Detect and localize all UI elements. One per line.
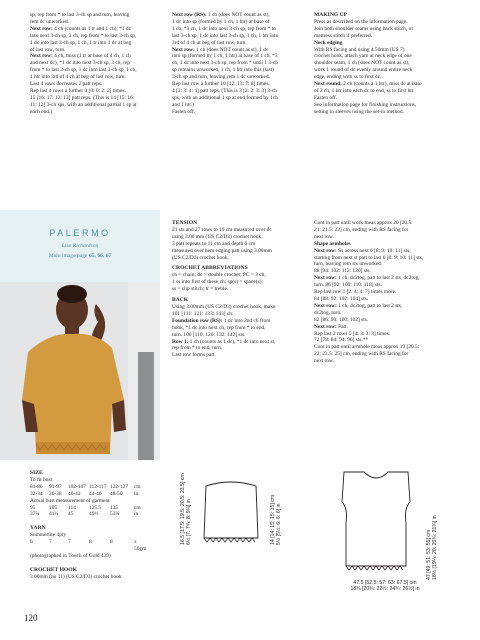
table-cell: 91-97: [49, 483, 62, 490]
hook-text: 3.00mm (no 11) (US C2/D3) crochet hook: [30, 573, 122, 580]
top-left-column: [30, 12, 170, 116]
text-line: and next dc), *1 dc into next 3-ch sp, 3 ch, rep: [30, 60, 130, 67]
text-line: hook, *1 dc into next ch, rep from * to end,: [172, 324, 266, 331]
yarn-quantity-row: [30, 539, 165, 553]
size-yarn-hook-block: [30, 470, 165, 581]
actual-row-in: [30, 511, 165, 518]
text-line: ch, 1 dc into next 3-ch sp, rep from * until 1 3-ch: [172, 60, 278, 67]
text-line: (US C2/D3) crochet hook.: [172, 254, 229, 261]
main-image-reference: Main image page 65, 66, 67: [48, 253, 112, 259]
text-line: 1 ch, *3 ch, 1 dc into next 3-ch sp, rep from * to: [172, 25, 276, 32]
designer-name: Lisa Richardson: [61, 243, 99, 249]
text-line: Last 4 rows decreases 2 patt reps.: [30, 81, 103, 88]
shape-armholes-heading: Shape armholes: [314, 240, 351, 247]
text-line: 11: 12] 3-ch sps, with an additional partial 1 sp at: [30, 101, 137, 108]
text-line: Fasten off.: [314, 94, 337, 101]
table-cell: 53¼: [110, 511, 120, 518]
text-line: edge, ending with ss to first dc.: [314, 74, 382, 81]
text-line: Next row: 4 ch, miss (1 tr at base of 4 ch, 1 ch: [30, 53, 131, 60]
table-cell: 125.5: [89, 504, 102, 511]
text-line: 15 [16: 17: 12: 13] patt reps. (This is 14 [15: 16:: [30, 94, 135, 101]
text-line: next row.: [314, 233, 335, 240]
text-line: 88 [94: 102: 112: 120] sts.: [314, 268, 371, 275]
text-line: crochet hook, attach yarn at neck edge of one: [314, 53, 412, 60]
text-line: Next row: 1 ch (does NOT count as st), 1 dc: [172, 46, 269, 53]
text-line: 4 [3: 3: 4: 4] patt reps. (This is 3 [2: 2: 3: 3] 3-ch: [172, 87, 277, 94]
table-cell: 37¼: [30, 511, 40, 518]
text-line: Using 3.00mm (US C2/D3) crochet hook, make: [172, 303, 276, 310]
text-line: Neck edging: [314, 39, 343, 46]
text-line: Next row: Patt.: [314, 323, 348, 330]
text-line: Cont in patt until armhole meas approx 19 [20.5:: [314, 344, 420, 351]
text-line: Cont in patt until work meas approx 20 [20.5:: [314, 220, 413, 226]
middle-column: [172, 220, 312, 359]
yarn-note: (photographed in Touch of Gold 439): [30, 552, 111, 559]
page-number: 120: [24, 613, 38, 623]
tension-heading: TENSION: [172, 220, 198, 226]
table-cell: 105: [49, 504, 58, 511]
text-line: 3 patt repeats to 11 cm and depth 6 cm: [172, 240, 256, 247]
text-line: sp remains unworked, 1 ch, 1 htr into this (last): [172, 67, 274, 74]
text-line: 22: 23.5: 25] cm, ending with RS facing for: [314, 351, 409, 358]
text-line: rem dc unworked.: [30, 18, 70, 25]
table-cell: 7: [49, 539, 52, 546]
mid-height-measure: 14 [14: 15: 15: 15] cm 5½ [5½: 6: 6: 6] in: [270, 494, 282, 545]
table-cell: 40-42: [68, 490, 81, 497]
text-line: turn, leaving rem sts unworked.: [314, 261, 383, 268]
size-sub: To fit bust: [30, 476, 53, 483]
text-line: from * to last 3-ch sp, 1 dc into last 3-ch sp, 1 ch,: [30, 67, 137, 74]
table-cell: 112-117: [89, 483, 107, 490]
hook-heading: CROCHET HOOK: [30, 566, 77, 573]
table-cell: 41¼: [49, 511, 59, 518]
text-line: With RS facing and using 4.50mm (US 7): [314, 46, 405, 53]
model-photo-image: [0, 282, 160, 460]
text-line: starting from next st patt to last 6 [8: 9: 10: 11] sts,: [314, 254, 424, 261]
table-cell: 81-86: [30, 483, 43, 490]
table-cell: 32-34: [30, 490, 43, 497]
text-line: Next round: 2 ch (counts a 1 htr), miss dc at base: [314, 81, 422, 88]
text-line: Rep last 4 rows a further 0 [0: 0: 2: 2] times.: [30, 87, 126, 94]
size-heading: SIZE: [30, 470, 43, 476]
text-line: 1 dc into sp (formed by 1 ch, 1 htr) at base of: [172, 18, 270, 25]
text-line: Next row: Ss across next 6 [8: 9: 10: 11] sts,: [314, 247, 411, 254]
text-line: Rep last 2 rows 5 [4: 3: 3: 3] times.: [314, 330, 391, 337]
text-line: of 2 ch, 1 htr into each dc to end, ss to first htr.: [314, 87, 415, 94]
table-cell: 48-50: [110, 490, 123, 497]
text-line: Rep last row 1 [2: 4: 4: 7] times more.: [314, 289, 397, 296]
model-photo: [0, 282, 160, 460]
table-cell: 49½: [89, 511, 99, 518]
text-line: 1 dc into last 3-ch sp, 1 ch, 1 tr into 1 dc at beg: [30, 39, 132, 46]
text-line: measured over hem edging patt using 3.00mm: [172, 247, 272, 254]
table-cell: 7: [68, 539, 71, 546]
text-line: setting in sleeves using the set-in method.: [314, 108, 404, 115]
text-line: work 1 round of dc evenly around entire neck: [314, 67, 413, 74]
text-line: 1 htr into 3rd of 4 ch at beg of last row, turn.: [30, 74, 126, 81]
text-line: next row.: [314, 358, 335, 365]
text-line: sps, with an additional 1 sp at end formed by 1ch: [172, 94, 278, 101]
table-cell: 6: [30, 539, 33, 546]
text-line: into next 3-ch sp, 3 ch, rep from * to last 3-ch sp,: [30, 32, 137, 39]
text-line: turn. 100 [110: 120: 132: 142] sts.: [172, 331, 246, 338]
text-line: ch = chain; dc = double crochet; PC = 3 ch,: [172, 272, 266, 279]
table-cell: 44-46: [89, 490, 102, 497]
text-line: 101 [111: 121: 133: 143] ch.: [172, 310, 234, 317]
text-line: last 3-ch sp, 1 dc into last 3-ch sp, 1 ch, 1 htr into: [172, 32, 279, 39]
text-line: 72 [78: 84: 94: 96] sts.**: [314, 337, 369, 344]
text-line: sp, rep from * to last 3-ch sp and turn, leaving: [30, 12, 130, 18]
text-line: Next row: 1 ch, dc2tog, patt to last 2 sts, dc2tog,: [314, 275, 420, 282]
text-line: using 3.00 mm (US C2/D3) crochet hook.: [172, 233, 263, 240]
table-cell: 8: [110, 539, 113, 546]
text-line: Row 1: 1 ch (counts as 1 dc), *1 dc into next st,: [172, 338, 276, 345]
text-line: See information page for finishing instructions,: [314, 101, 417, 108]
text-line: Last row forms patt.: [172, 352, 216, 359]
bottom-width-measure: 47.5 [52.5: 57: 63: 67.5] cm 18¾ [20¾: 22½: 24¾: 26½] in: [350, 580, 420, 592]
right-height-measure: 47 [49: 51: 53: 55] cm 18½ [19¼: 20: 20¾: 21¾] in: [426, 515, 438, 580]
text-line: into sp (formed by 1 ch, 1 htr) at base of 1 ch, *3: [172, 53, 278, 60]
back-heading: BACK: [172, 297, 189, 304]
actual-bust-label: Actual bust measurement of garment: [30, 497, 110, 504]
top-right-column: [314, 12, 456, 116]
text-line: 21: 21.5: 22] cm, ending with RS facing for: [314, 226, 409, 233]
table-cell: 102-107: [68, 483, 86, 490]
text-line: rep from * to end, turn.: [172, 345, 223, 352]
text-line: Next row: 4 ch (counts as 1 tr and 1 ch), *1 dc: [30, 25, 131, 32]
text-line: each end.): [30, 108, 53, 115]
size-row-in: [30, 491, 165, 498]
table-cell: 114: [68, 504, 76, 511]
text-line: turn. 86 [92: 100: 110: 118] sts.: [314, 282, 382, 289]
text-line: Foundation row (RS): 1 dc into 2nd ch from: [172, 317, 271, 324]
text-line: 82 [86: 90: 100: 102] sts.: [314, 316, 369, 323]
table-cell: 8: [89, 539, 92, 546]
yarn-name: Summerlite 4ply: [30, 532, 67, 539]
table-cell: in: [134, 490, 139, 497]
text-line: Join both shoulder seams using back stitch, or: [314, 25, 414, 32]
size-row-cm: [30, 484, 165, 491]
top-middle-column: [172, 12, 312, 116]
text-line: 3-ch sp and turn, leaving rem 1 dc unworked.: [172, 74, 270, 81]
text-line: 1 ss into first of these ch; sp(s) = space(s);: [172, 279, 263, 286]
table-cell: 135: [110, 504, 119, 511]
table-cell: x 50gm: [134, 539, 147, 553]
pattern-title-band: [0, 210, 160, 282]
text-line: mattress stitch if preferred.: [314, 32, 373, 39]
left-height-measure: 16.5 [17.5: 19.5: 20.5: 23.5] cm 6½ [7: 7¾: 8: 9¼] in: [180, 473, 192, 545]
sleeve-diagram: [192, 480, 270, 548]
table-cell: 95: [30, 504, 36, 511]
text-line: Next row (RS): 1 ch (does NOT count as st),: [172, 12, 270, 18]
table-cell: in: [134, 511, 139, 518]
text-line: Fasten off.: [172, 108, 195, 115]
text-line: Next row: 1 ch, dc2tog, patt to last 2 sts,: [314, 302, 403, 309]
text-line: shoulder seam, 1 ch (does NOT count as st),: [314, 60, 410, 67]
text-line: Rep last row a further 10 [12: 13: 7: 8] times.: [172, 81, 270, 88]
pattern-name: PALERMO: [49, 228, 111, 238]
text-line: of last row, turn.: [30, 46, 66, 53]
right-column: [314, 220, 456, 365]
abbrev-heading: CROCHET ABBREVIATIONS: [172, 265, 248, 272]
text-line: dc2tog, turn.: [314, 309, 342, 316]
text-line: MAKING UP: [314, 12, 348, 18]
table-cell: cm: [134, 504, 141, 511]
text-line: 84 [88: 92: 102: 104] sts.: [314, 295, 369, 302]
text-line: ss = slip stitch; tr = treble.: [172, 286, 229, 293]
text-line: 21 sts and 27 rows to 10 cm measured over dc: [172, 226, 272, 233]
yarn-heading: YARN: [30, 525, 46, 532]
text-line: Press as described on the information page.: [314, 18, 408, 25]
table-cell: cm: [134, 483, 141, 490]
text-line: and 1 htr.): [172, 101, 195, 108]
text-line: 3rd of 4 ch at beg of last row, turn.: [172, 39, 247, 46]
table-cell: 45: [68, 511, 74, 518]
body-diagram: [330, 468, 422, 578]
table-cell: 122-127: [110, 483, 128, 490]
table-cell: 36-38: [49, 490, 62, 497]
